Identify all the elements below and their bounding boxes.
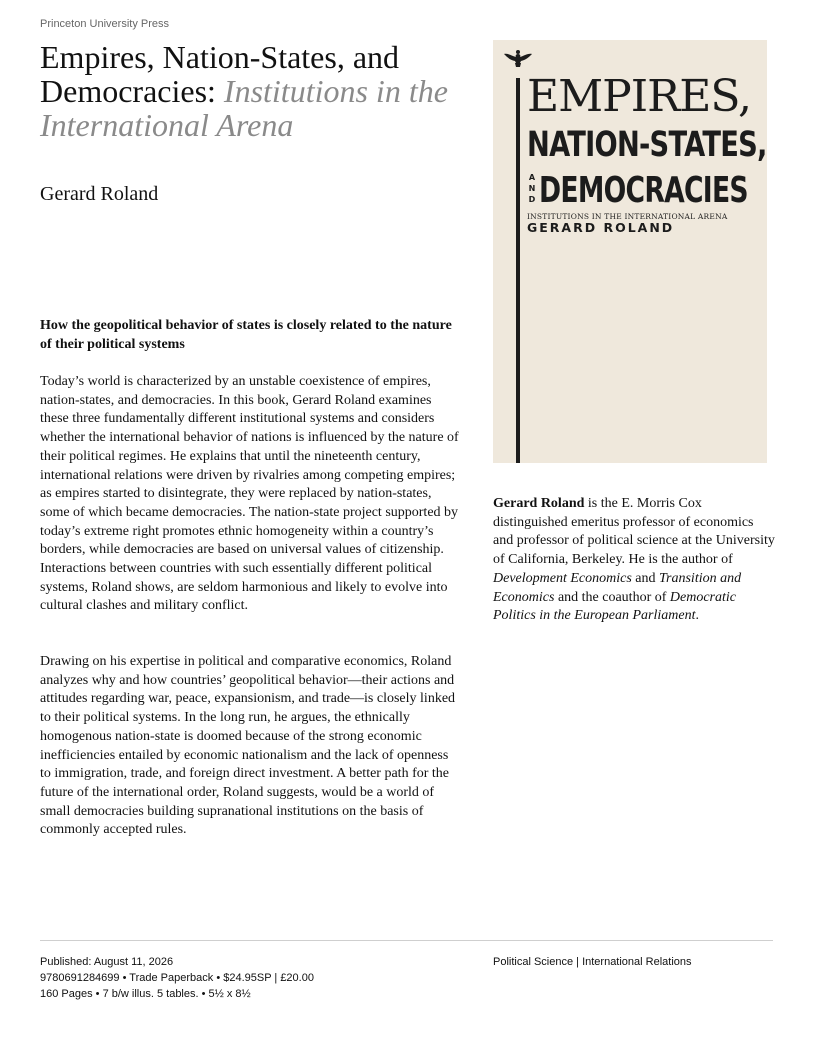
subject-categories: Political Science | International Relations xyxy=(493,956,692,968)
author-name: Gerard Roland xyxy=(40,183,159,205)
author-bio xyxy=(493,495,775,626)
cover-author: GERARD ROLAND xyxy=(527,220,675,235)
description-headline: How the geopolitical behavior of states is closely related to the nature of their political systems xyxy=(40,318,452,352)
book-title xyxy=(40,40,460,142)
publisher-name: Princeton University Press xyxy=(40,18,169,30)
isbn-price: 9780691284699 • Trade Paperback • $24.95SP | £20.00 xyxy=(40,972,314,984)
publication-details xyxy=(40,954,314,1002)
cover-title-line-2: NATION-STATES, xyxy=(527,125,767,165)
description-paragraph-2: Drawing on his expertise in political and comparative economics, Roland analyzes why and how countries’ geopolitical behavior—their actions and attitudes regarding war, peace, expansionism, and trade—is closely linked to their political systems. In the long run, he argues, the ethnically homogenous nation-state is doomed because of the strong economic inefficiencies entailed by economic nationalism and the lack of openness to immigration, trade, and foreign direct investment. A better path for the future of the international order, Roland suggests, would be a world of small democracies building supranational institutions on the basis of commonly accepted rules. xyxy=(40,654,456,838)
book-cover-image xyxy=(493,40,767,463)
bio-text-4: . xyxy=(695,608,699,624)
cover-title-line-3: DEMOCRACIES xyxy=(539,170,748,211)
description-paragraph-1: Today’s world is characterized by an unstable coexistence of empires, nation-states, and democracies. In this book, Gerard Roland examines these three fundamentally different institutional systems and considers whether the international behavior of nations is influenced by the nature of their political regimes. He explains that until the nineteenth century, international relations were driven by rivalries among competing empires; as empires started to disintegrate, they were replaced by nation-states, some of which became democracies. The nation-state project supported by today’s extreme right promotes ethnic homogeneity within a country’s borders, while democracies are based on universal values of citizenship. Interactions between countries with such essentially different political systems, Roland shows, are seldom harmonious and likely to evolve into cultural clashes and military conflict. xyxy=(40,374,459,614)
cover-title-line-1: EMPIRES, xyxy=(527,71,751,122)
bio-author-name: Gerard Roland xyxy=(493,496,585,511)
bio-text-3: and the coauthor of xyxy=(554,589,670,605)
cover-subtitle: INSTITUTIONS IN THE INTERNATIONAL ARENA xyxy=(527,212,728,221)
bio-book-2: Transition and Economics xyxy=(493,570,742,605)
cover-and-word: A N D xyxy=(528,173,536,204)
title-main: Empires, Nation-States, and Democracies: xyxy=(40,39,400,109)
book-specs: 160 Pages • 7 b/w illus. 5 tables. • 5½ x 8½ xyxy=(40,988,251,1000)
footer-divider xyxy=(40,940,773,941)
bio-text-1: is the E. Morris Cox distinguished emeritus professor of economics and professor of political science at the University of California, Berkeley. He is the author of xyxy=(493,496,775,568)
bio-text-2: and xyxy=(631,570,660,586)
bio-book-3: Democratic Politics in the European Parliament xyxy=(493,589,736,624)
cover-pole xyxy=(516,78,520,463)
title-subtitle: Institutions in the International Arena xyxy=(40,73,448,143)
bio-book-1: Development Economics xyxy=(493,570,632,586)
publication-date: Published: August 11, 2026 xyxy=(40,956,174,968)
